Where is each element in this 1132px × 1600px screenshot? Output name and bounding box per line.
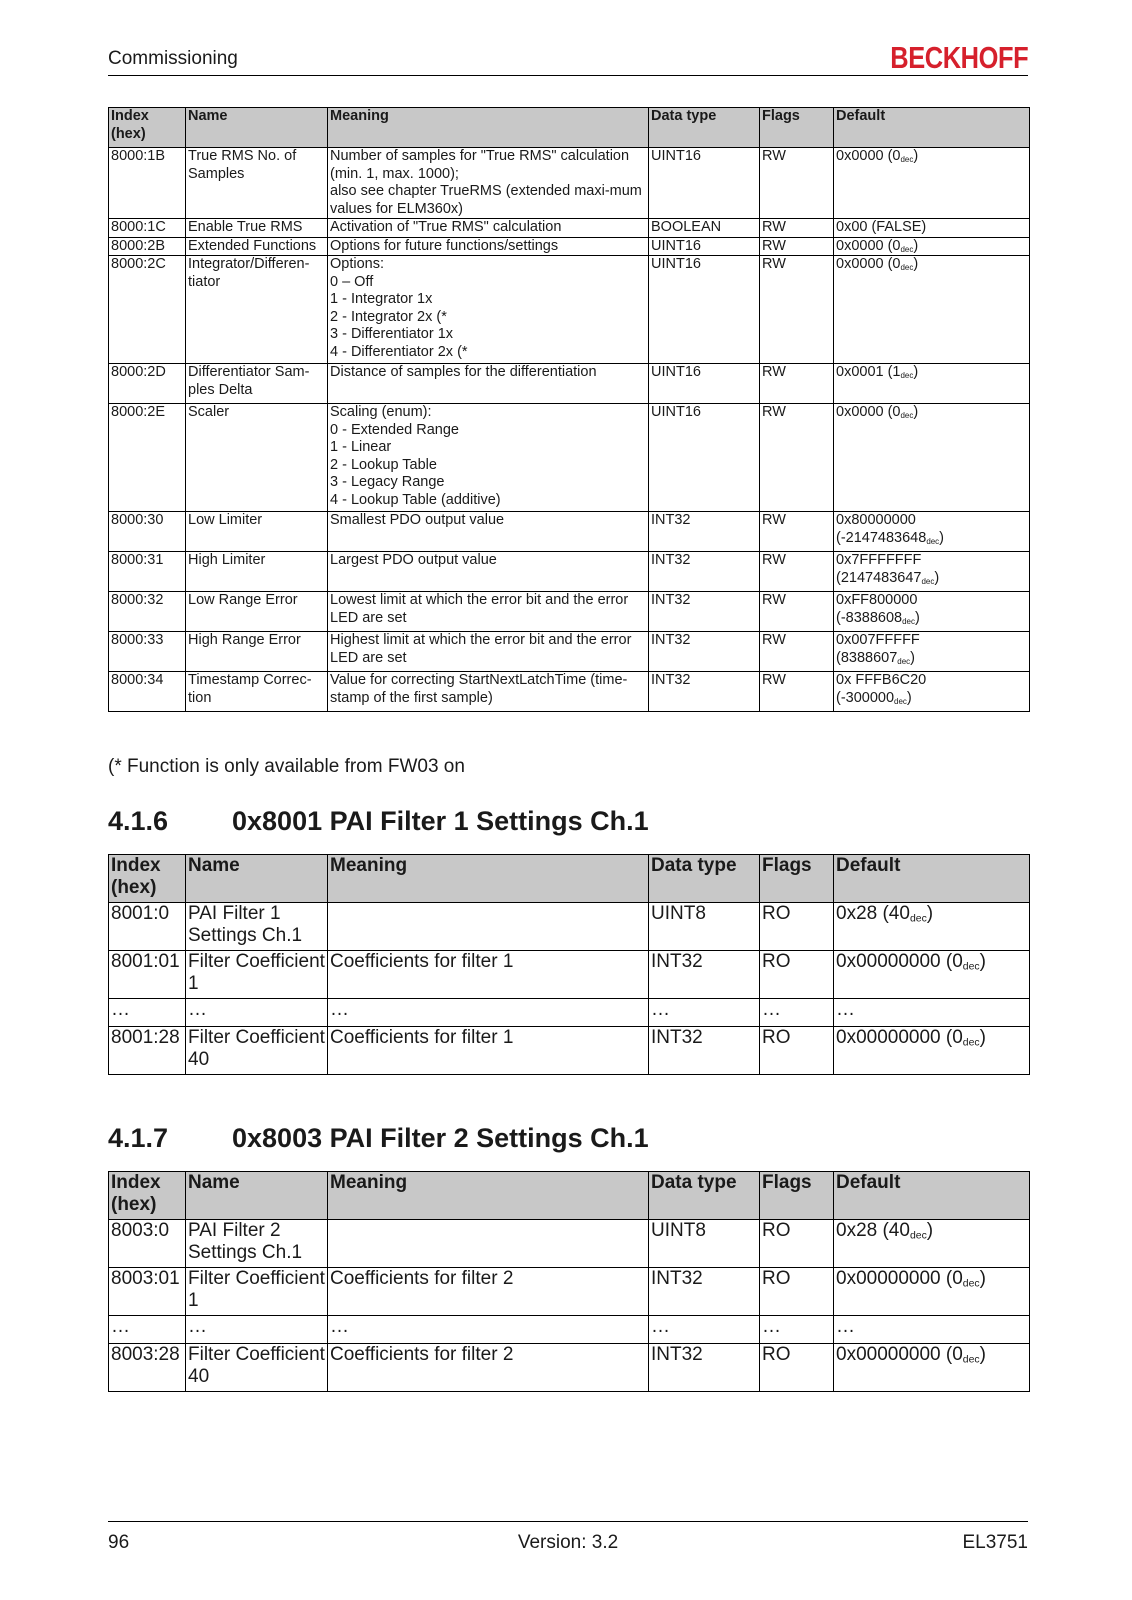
table-row [109, 999, 1030, 1027]
section-heading-4-1-6 [108, 806, 649, 837]
default-radix: dec [900, 244, 914, 254]
col-header-data-type: Data type [649, 108, 760, 148]
cell-default [834, 903, 1030, 951]
object-table-8001 [108, 854, 1030, 1075]
table-header-row [109, 855, 1030, 903]
col-header-flags: Flags [760, 1172, 834, 1220]
cell-name: High Limiter [186, 552, 328, 592]
table-row [109, 219, 1030, 238]
cell-default [834, 256, 1030, 364]
cell-data-type: INT32 [649, 1268, 760, 1316]
default-radix: dec [926, 536, 940, 546]
cell-data-type: INT32 [649, 951, 760, 999]
table-header-row [109, 108, 1030, 148]
cell-default [834, 219, 1030, 238]
table-row [109, 1344, 1030, 1392]
table-row [109, 364, 1030, 404]
cell-default [834, 1344, 1030, 1392]
table-header-row [109, 1172, 1030, 1220]
default-tail: ) [906, 689, 912, 706]
cell-meaning: Highest limit at which the error bit and the error LED are set [328, 632, 649, 672]
default-tail: ) [979, 951, 986, 972]
cell-data-type: INT32 [649, 512, 760, 552]
default-tail: ) [913, 256, 919, 272]
default-radix: dec [900, 370, 914, 380]
default-value: 0x28 (40 [836, 1220, 910, 1241]
default-value: 0x0000 (0 [836, 237, 901, 254]
table-row [109, 148, 1030, 219]
cell-flags: RO [760, 951, 834, 999]
cell-flags: RW [760, 237, 834, 256]
cell-data-type: UINT16 [649, 256, 760, 364]
cell-name: Filter Coefficient 1 [186, 1268, 328, 1316]
page-number: 96 [108, 1532, 130, 1553]
cell-default [834, 512, 1030, 552]
cell-name: High Range Error [186, 632, 328, 672]
default-radix: dec [902, 616, 915, 626]
default-value: 0x FFFB6C20 (-300000 [836, 672, 927, 706]
cell-default [834, 632, 1030, 672]
cell-name: Filter Coefficient 40 [186, 1344, 328, 1392]
col-header-name: Name [186, 1172, 328, 1220]
cell-meaning: Smallest PDO output value [328, 512, 649, 552]
table-row [109, 237, 1030, 256]
cell-meaning: Activation of "True RMS" calculation [328, 219, 649, 238]
cell-name: PAI Filter 1 Settings Ch.1 [186, 903, 328, 951]
cell-index: 8000:33 [109, 632, 186, 672]
section-number: 4.1.7 [108, 1123, 169, 1153]
cell-flags: RW [760, 512, 834, 552]
cell-index: 8000:30 [109, 512, 186, 552]
default-value: 0x0000 (0 [836, 256, 901, 272]
default-radix: dec [962, 1278, 980, 1290]
table-row [109, 512, 1030, 552]
default-tail: ) [979, 1268, 986, 1289]
table-row [109, 672, 1030, 712]
cell-flags: RO [760, 1344, 834, 1392]
cell-default [834, 1220, 1030, 1268]
cell-default [834, 999, 1030, 1027]
section-title: 0x8001 PAI Filter 1 Settings Ch.1 [232, 806, 649, 836]
table-row [109, 1268, 1030, 1316]
section-name: Commissioning [108, 48, 238, 69]
default-tail: ) [913, 364, 919, 380]
cell-data-type: … [649, 999, 760, 1027]
cell-data-type: INT32 [649, 1344, 760, 1392]
default-value: 0x00 (FALSE) [836, 219, 927, 235]
table-row [109, 404, 1030, 512]
default-value: 0x7FFFFFFF (2147483647 [836, 552, 922, 586]
cell-index: 8003:01 [109, 1268, 186, 1316]
default-value: 0x00000000 (0 [836, 951, 963, 972]
cell-meaning: Distance of samples for the differentiation [328, 364, 649, 404]
cell-name: Scaler [186, 404, 328, 512]
object-table-8003 [108, 1171, 1030, 1392]
cell-default [834, 148, 1030, 219]
cell-data-type: UINT16 [649, 237, 760, 256]
default-tail: ) [913, 148, 919, 164]
cell-index: 8003:0 [109, 1220, 186, 1268]
col-header-name: Name [186, 108, 328, 148]
cell-name: Differentiator Sam-ples Delta [186, 364, 328, 404]
table-row [109, 632, 1030, 672]
beckhoff-logo: BECKHOFF [890, 40, 1028, 75]
cell-index: 8000:32 [109, 592, 186, 632]
cell-meaning: … [328, 999, 649, 1027]
cell-default [834, 1316, 1030, 1344]
col-header-index: Index (hex) [109, 855, 186, 903]
cell-default [834, 951, 1030, 999]
cell-name: True RMS No. of Samples [186, 148, 328, 219]
cell-flags: RW [760, 552, 834, 592]
cell-name: Filter Coefficient 1 [186, 951, 328, 999]
cell-name: Low Limiter [186, 512, 328, 552]
table-row [109, 1316, 1030, 1344]
cell-index: 8000:1B [109, 148, 186, 219]
cell-default [834, 404, 1030, 512]
cell-name: Extended Functions [186, 237, 328, 256]
cell-flags: RO [760, 1027, 834, 1075]
table-row [109, 951, 1030, 999]
document-version: Version: 3.2 [517, 1532, 619, 1553]
cell-data-type: INT32 [649, 592, 760, 632]
cell-meaning [328, 903, 649, 951]
default-tail: ) [979, 1027, 986, 1048]
cell-default [834, 552, 1030, 592]
default-radix: dec [900, 154, 914, 164]
section-number: 4.1.6 [108, 806, 169, 836]
cell-flags: RO [760, 1268, 834, 1316]
cell-name: … [186, 999, 328, 1027]
default-radix: dec [962, 1354, 980, 1366]
cell-flags: … [760, 1316, 834, 1344]
cell-name: PAI Filter 2 Settings Ch.1 [186, 1220, 328, 1268]
default-radix: dec [962, 961, 980, 973]
cell-flags: RW [760, 672, 834, 712]
default-tail: ) [934, 569, 940, 586]
default-value: … [836, 999, 855, 1020]
cell-meaning [328, 1220, 649, 1268]
cell-flags: RW [760, 632, 834, 672]
default-value: 0x0001 (1 [836, 364, 901, 380]
col-header-data-type: Data type [649, 855, 760, 903]
cell-index: 8000:2B [109, 237, 186, 256]
cell-flags: RO [760, 903, 834, 951]
cell-name: … [186, 1316, 328, 1344]
cell-index: 8003:28 [109, 1344, 186, 1392]
cell-meaning: Lowest limit at which the error bit and the error LED are set [328, 592, 649, 632]
cell-meaning: Value for correcting StartNextLatchTime (time-stamp of the first sample) [328, 672, 649, 712]
cell-meaning: Options: 0 – Off 1 - Integrator 1x 2 - Integrator 2x (* 3 - Differentiator 1x 4 - Differentiator 2x (* [328, 256, 649, 364]
cell-index: 8000:2C [109, 256, 186, 364]
cell-flags: RW [760, 148, 834, 219]
table-row [109, 1220, 1030, 1268]
cell-meaning: Coefficients for filter 1 [328, 1027, 649, 1075]
cell-data-type: BOOLEAN [649, 219, 760, 238]
col-header-flags: Flags [760, 108, 834, 148]
cell-data-type: INT32 [649, 672, 760, 712]
footnote: (* Function is only available from FW03 on [108, 756, 465, 777]
default-tail: ) [926, 903, 934, 924]
cell-meaning: Number of samples for "True RMS" calculation (min. 1, max. 1000); also see chapter TrueRMS (extended maxi-mum values for ELM360x) [328, 148, 649, 219]
default-value: 0xFF800000 (-8388608 [836, 592, 918, 626]
cell-data-type: UINT8 [649, 903, 760, 951]
default-value: 0x0000 (0 [836, 148, 901, 164]
product-name: EL3751 [962, 1532, 1028, 1553]
cell-meaning: Coefficients for filter 1 [328, 951, 649, 999]
default-radix: dec [900, 410, 914, 420]
cell-name: Low Range Error [186, 592, 328, 632]
cell-data-type: INT32 [649, 552, 760, 592]
cell-data-type: INT32 [649, 632, 760, 672]
default-tail: ) [913, 404, 919, 420]
cell-index: 8000:31 [109, 552, 186, 592]
cell-meaning: Coefficients for filter 2 [328, 1344, 649, 1392]
table-row [109, 592, 1030, 632]
cell-index: 8000:1C [109, 219, 186, 238]
cell-meaning: Options for future functions/settings [328, 237, 649, 256]
cell-index: … [109, 1316, 186, 1344]
default-tail: ) [910, 649, 915, 666]
table-row [109, 1027, 1030, 1075]
cell-flags: RW [760, 404, 834, 512]
default-value: 0x00000000 (0 [836, 1268, 963, 1289]
default-radix: dec [962, 1037, 980, 1049]
default-value: 0x00000000 (0 [836, 1027, 963, 1048]
default-value: … [836, 1316, 855, 1337]
cell-data-type: UINT16 [649, 148, 760, 219]
default-radix: dec [921, 576, 935, 586]
cell-meaning: … [328, 1316, 649, 1344]
cell-flags: RW [760, 256, 834, 364]
col-header-name: Name [186, 855, 328, 903]
cell-default [834, 364, 1030, 404]
col-header-meaning: Meaning [328, 855, 649, 903]
default-radix: dec [909, 913, 927, 925]
default-radix: dec [897, 656, 911, 666]
cell-meaning: Coefficients for filter 2 [328, 1268, 649, 1316]
cell-name: Filter Coefficient 40 [186, 1027, 328, 1075]
default-value: 0x28 (40 [836, 903, 910, 924]
col-header-default: Default [834, 1172, 1030, 1220]
cell-index: 8001:28 [109, 1027, 186, 1075]
table-row [109, 552, 1030, 592]
col-header-index: Index (hex) [109, 108, 186, 148]
cell-default [834, 237, 1030, 256]
col-header-default: Default [834, 855, 1030, 903]
cell-meaning: Scaling (enum): 0 - Extended Range 1 - Linear 2 - Lookup Table 3 - Legacy Range 4 - Lookup Table (additive) [328, 404, 649, 512]
cell-index: … [109, 999, 186, 1027]
cell-data-type: UINT8 [649, 1220, 760, 1268]
cell-default [834, 1027, 1030, 1075]
cell-index: 8001:01 [109, 951, 186, 999]
default-value: 0x0000 (0 [836, 404, 901, 420]
cell-index: 8000:34 [109, 672, 186, 712]
table-row [109, 256, 1030, 364]
default-tail: ) [979, 1344, 986, 1365]
section-heading-4-1-7 [108, 1123, 649, 1154]
cell-flags: RW [760, 592, 834, 632]
col-header-index: Index (hex) [109, 1172, 186, 1220]
cell-data-type: UINT16 [649, 364, 760, 404]
default-value: 0x007FFFFF (8388607 [836, 632, 920, 666]
col-header-meaning: Meaning [328, 1172, 649, 1220]
default-value: 0x80000000 (-2147483648 [836, 512, 927, 546]
cell-index: 8000:2E [109, 404, 186, 512]
cell-data-type: … [649, 1316, 760, 1344]
default-radix: dec [900, 262, 914, 272]
cell-data-type: UINT16 [649, 404, 760, 512]
default-radix: dec [909, 1230, 927, 1242]
cell-default [834, 672, 1030, 712]
default-tail: ) [914, 609, 920, 626]
cell-name: Enable True RMS [186, 219, 328, 238]
page-footer [108, 1521, 1028, 1553]
cell-default [834, 592, 1030, 632]
default-radix: dec [894, 696, 907, 706]
cell-data-type: INT32 [649, 1027, 760, 1075]
section-title: 0x8003 PAI Filter 2 Settings Ch.1 [232, 1123, 649, 1153]
cell-default [834, 1268, 1030, 1316]
table-row [109, 903, 1030, 951]
cell-index: 8000:2D [109, 364, 186, 404]
col-header-flags: Flags [760, 855, 834, 903]
col-header-default: Default [834, 108, 1030, 148]
col-header-data-type: Data type [649, 1172, 760, 1220]
col-header-meaning: Meaning [328, 108, 649, 148]
object-table-8000 [108, 107, 1030, 712]
cell-index: 8001:0 [109, 903, 186, 951]
default-tail: ) [926, 1220, 934, 1241]
cell-flags: RO [760, 1220, 834, 1268]
cell-flags: RW [760, 364, 834, 404]
cell-name: Timestamp Correc-tion [186, 672, 328, 712]
cell-flags: RW [760, 219, 834, 238]
default-value: 0x00000000 (0 [836, 1344, 963, 1365]
page-header [108, 40, 1028, 76]
cell-flags: … [760, 999, 834, 1027]
cell-meaning: Largest PDO output value [328, 552, 649, 592]
default-tail: ) [913, 237, 919, 254]
default-tail: ) [939, 529, 945, 546]
cell-name: Integrator/Differen-tiator [186, 256, 328, 364]
